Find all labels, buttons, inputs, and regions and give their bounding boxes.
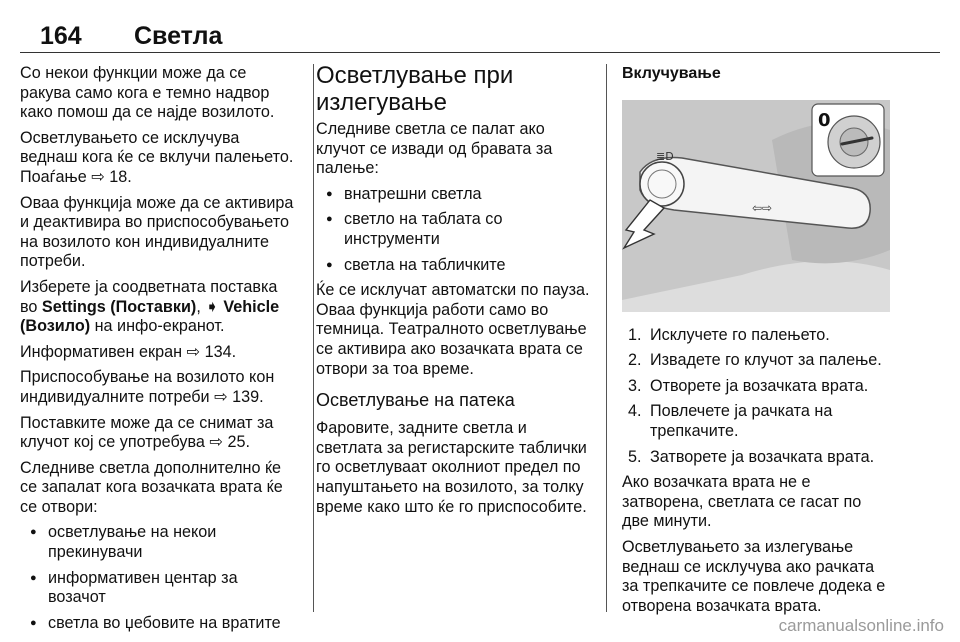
- column-2: [316, 64, 590, 523]
- step-number: 4.: [628, 402, 642, 421]
- step-text: Затворете ја возачката врата.: [650, 447, 875, 466]
- list-item: ● осветлување на некои прекинувачи: [20, 523, 294, 562]
- paragraph: Со некои функции може да се ракува само кога е темно надвор како помош да се најде возилото.: [20, 64, 275, 122]
- page-ref-arrow-icon: ⇨: [91, 167, 105, 186]
- step-number: 1.: [628, 325, 642, 344]
- column-divider: [606, 64, 607, 612]
- paragraph: Следниве светла дополнително ќе се запалат кога возачката врата ќе се отвори:: [20, 458, 283, 516]
- bullet-list: [316, 185, 590, 275]
- step-text: Отворете ја возачката врата.: [650, 376, 869, 395]
- section-title: Вклучување: [622, 65, 721, 82]
- column-divider: [313, 64, 314, 612]
- menu-path-settings: Settings (Поставки): [41, 297, 197, 316]
- column-3: [622, 64, 890, 622]
- step-item: [622, 402, 890, 441]
- page-ref-arrow-icon: ⇨: [186, 342, 201, 361]
- paragraph-text: ,: [196, 297, 206, 316]
- list-item: ● светла во џебовите на вратите: [20, 614, 294, 634]
- paragraph-text: Изберете ја соодветната поставка во: [20, 277, 278, 316]
- turn-signal-lever-illustration: [622, 100, 890, 312]
- watermark: carmanualsonline.info: [778, 616, 944, 635]
- column-1: [20, 64, 294, 639]
- list-item: ● светла на табличките: [316, 256, 590, 276]
- step-text: Исклучете го палењето.: [650, 325, 830, 344]
- paragraph-text: на инфо-екранот.: [90, 317, 225, 336]
- step-item: [622, 448, 890, 468]
- page-header: [20, 0, 940, 53]
- page-ref-link[interactable]: 18.: [109, 167, 132, 186]
- paragraph: Фаровите, задните светла и светлата за регистарските таблички го осветлуваат околниот предел по напуштањето на возилото, за толку време како што ќе го приспособите.: [316, 419, 587, 516]
- paragraph: [20, 129, 294, 188]
- step-text: Повлечете ја рачката на трепкачите.: [650, 402, 833, 440]
- paragraph: Осветлувањето за излегување веднаш се исклучува ако рачката за трепкачите се повлече додека е отворена возачката врата.: [622, 537, 886, 615]
- page-ref-link[interactable]: 134.: [204, 342, 237, 361]
- paragraph: [20, 278, 294, 337]
- paragraph-text: Информативен екран: [20, 342, 187, 361]
- step-item: [622, 326, 890, 346]
- list-item: ● внатрешни светла: [316, 185, 590, 205]
- menu-path-vehicle: Vehicle (Возило): [20, 297, 280, 336]
- step-number: 5.: [628, 447, 642, 466]
- page-ref-link[interactable]: 139.: [232, 387, 264, 406]
- image-label: 0: [818, 109, 831, 131]
- page-ref-link[interactable]: 25.: [227, 433, 251, 452]
- paragraph-text: Осветлувањето се исклучува веднаш кога ќе се вклучи палењето. Поаѓање: [20, 128, 294, 186]
- paragraph: [20, 414, 294, 453]
- svg-text:⇦⇨: ⇦⇨: [752, 200, 773, 215]
- step-item: [622, 377, 890, 397]
- step-number: 2.: [628, 351, 642, 370]
- step-text: Извадете го клучот за палење.: [650, 351, 882, 370]
- subsection-title: Осветлување на патека: [316, 390, 515, 411]
- paragraph: Следниве светла се палат ако клучот се извади од бравата за палење:: [316, 120, 553, 178]
- list-item: ● светло на таблата со инструменти: [316, 210, 590, 249]
- paragraph: Ќе се исклучат автоматски по пауза. Оваа функција работи само во темница. Театралното осветлување се активира ако возачката врата се отвори за тоа време.: [316, 281, 590, 378]
- svg-text:≣D: ≣D: [656, 149, 674, 163]
- menu-arrow-icon: ➧: [205, 297, 219, 316]
- paragraph-text: Поставките може да се снимат за клучот кој се употребува: [20, 413, 274, 452]
- step-item: [622, 351, 890, 371]
- bullet-list: [20, 523, 294, 633]
- list-item: ● информативен центар за возачот: [20, 569, 294, 608]
- page-ref-arrow-icon: ⇨: [209, 433, 223, 452]
- steps-list: [622, 326, 890, 468]
- paragraph: [20, 368, 294, 407]
- paragraph: Ако возачката врата не е затворена, светлата се гасат по две минути.: [622, 473, 862, 531]
- chapter-title: Светла: [134, 22, 223, 50]
- paragraph-text: Приспособување на возилото кон индивидуалните потреби: [20, 368, 275, 406]
- paragraph: Оваа функција може да се активира и деактивира во приспособувањето на возилото кон индивидуалните потреби.: [20, 193, 294, 271]
- page-number: 164: [40, 22, 82, 50]
- page-ref-arrow-icon: ⇨: [214, 387, 228, 406]
- section-title: Осветлување при излегување: [316, 62, 514, 116]
- step-number: 3.: [628, 376, 642, 395]
- paragraph: [20, 343, 294, 363]
- turn-signal-lever-icon: [622, 100, 890, 312]
